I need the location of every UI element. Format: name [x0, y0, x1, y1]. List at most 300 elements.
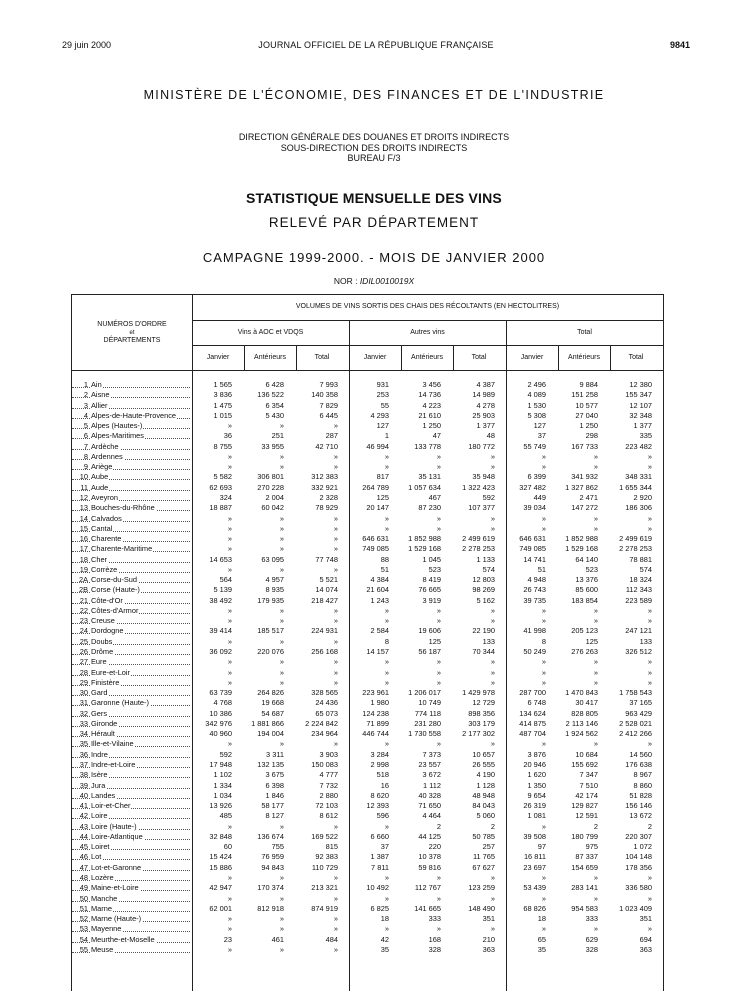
dept-name: Corrèze: [91, 564, 118, 574]
value-cell: 132 135: [257, 759, 284, 769]
value-cell: 14 560: [629, 749, 652, 759]
value-cell: 8 127: [265, 811, 284, 821]
table-row: [72, 503, 663, 513]
value-cell: 42 710: [315, 441, 338, 451]
value-cell: »: [490, 667, 495, 677]
value-cell: 98 269: [472, 585, 495, 595]
value-cell: 87 230: [418, 503, 441, 513]
value-cell: »: [490, 924, 495, 934]
dept-name: Loire-Atlantique: [91, 831, 143, 841]
value-cell: 2 920: [633, 492, 652, 502]
dept-code: 7: [83, 441, 88, 451]
header-journal: JOURNAL OFFICIEL DE LA RÉPUBLIQUE FRANÇAISE: [258, 40, 494, 50]
volume-header: VOLUMES DE VINS SORTIS DES CHAIS DES RÉCOLTANTS (EN HECTOLITRES): [295, 303, 560, 310]
value-cell: »: [593, 667, 598, 677]
value-cell: 3 456: [422, 380, 441, 389]
table-row: [72, 822, 663, 832]
value-cell: »: [279, 677, 284, 687]
value-cell: 306 801: [257, 472, 284, 482]
table-row: [72, 575, 663, 585]
dept-code: 25: [79, 636, 88, 646]
table-row: [72, 647, 663, 657]
dept-code: 2: [83, 390, 88, 400]
value-cell: 2 328: [319, 492, 338, 502]
value-cell: 50 785: [472, 831, 495, 841]
value-cell: 8 860: [633, 780, 652, 790]
dept-name: Garonne (Haute-): [91, 698, 149, 708]
value-cell: 3 836: [213, 390, 232, 400]
value-cell: 20 147: [366, 503, 389, 513]
value-cell: 134 624: [519, 708, 546, 718]
dept-code: 28: [79, 667, 88, 677]
value-cell: 10 749: [418, 698, 441, 708]
dept-name: Jura: [91, 780, 106, 790]
value-cell: 64 140: [575, 554, 598, 564]
value-cell: 26 319: [523, 801, 546, 811]
value-cell: 51 828: [629, 790, 652, 800]
dept-code: 14: [79, 513, 88, 523]
value-cell: 1 334: [213, 780, 232, 790]
value-cell: 485: [219, 811, 232, 821]
value-cell: »: [436, 667, 441, 677]
value-cell: 44 125: [418, 831, 441, 841]
value-cell: 180 772: [468, 441, 495, 451]
value-cell: »: [279, 944, 284, 954]
value-cell: 36 092: [209, 647, 232, 657]
value-cell: 16: [380, 780, 389, 790]
value-cell: »: [647, 893, 652, 903]
left-header-line: DÉPARTEMENTS: [103, 336, 161, 344]
value-cell: 104 148: [625, 852, 652, 862]
value-cell: 112 343: [625, 585, 652, 595]
value-cell: 1 250: [422, 421, 441, 431]
table-row: [72, 544, 663, 554]
value-cell: »: [279, 544, 284, 554]
value-cell: 3 876: [527, 749, 546, 759]
table-row: [72, 442, 663, 452]
value-cell: 127: [533, 421, 546, 431]
value-cell: »: [384, 872, 389, 882]
dept-code: 23: [79, 616, 88, 626]
value-cell: 328 565: [311, 688, 338, 698]
value-cell: 326 512: [625, 647, 652, 657]
group-header-total: Total: [577, 329, 592, 336]
value-cell: »: [227, 421, 232, 431]
value-cell: »: [541, 821, 546, 831]
value-cell: 7 732: [319, 780, 338, 790]
row-divider: [72, 370, 663, 371]
table-row: [72, 380, 663, 390]
dept-name: Hérault: [91, 729, 115, 739]
value-cell: 2: [593, 821, 598, 831]
value-cell: 107 377: [468, 503, 495, 513]
value-cell: 129 827: [571, 801, 598, 811]
value-cell: 1 924 562: [565, 729, 598, 739]
dept-name: Marne: [91, 903, 112, 913]
value-cell: 2: [436, 821, 441, 831]
value-cell: 8: [541, 636, 546, 646]
value-cell: 4 384: [370, 575, 389, 585]
value-cell: 646 631: [519, 534, 546, 544]
table-row: [72, 668, 663, 678]
value-cell: 898 356: [468, 708, 495, 718]
value-cell: 256 168: [311, 647, 338, 657]
value-cell: »: [227, 872, 232, 882]
value-cell: »: [227, 462, 232, 472]
value-cell: 63 739: [209, 688, 232, 698]
value-cell: »: [279, 924, 284, 934]
table-row: [72, 585, 663, 595]
dept-code: 19: [79, 564, 88, 574]
value-cell: »: [490, 513, 495, 523]
value-cell: 147 272: [571, 503, 598, 513]
value-cell: 42 947: [209, 883, 232, 893]
value-cell: »: [647, 523, 652, 533]
dept-code: 35: [79, 739, 88, 749]
value-cell: »: [227, 924, 232, 934]
value-cell: »: [541, 657, 546, 667]
dept-code: 53: [79, 924, 88, 934]
value-cell: »: [227, 821, 232, 831]
table-row: [72, 709, 663, 719]
value-cell: 328: [428, 944, 441, 954]
dept-name: Lozère: [91, 872, 114, 882]
value-cell: »: [541, 893, 546, 903]
value-cell: »: [541, 523, 546, 533]
value-cell: 348 331: [625, 472, 652, 482]
value-cell: »: [279, 739, 284, 749]
value-cell: 2 278 253: [619, 544, 652, 554]
value-cell: »: [333, 523, 338, 533]
dept-code: 16: [79, 534, 88, 544]
value-cell: 23 697: [523, 862, 546, 872]
campaign-line: CAMPAGNE 1999-2000. - MOIS DE JANVIER 2000: [202, 250, 546, 265]
dept-code: 44: [79, 831, 88, 841]
value-cell: 1 387: [370, 852, 389, 862]
row-divider: [192, 320, 663, 321]
value-cell: 10 492: [366, 883, 389, 893]
value-cell: »: [647, 924, 652, 934]
value-cell: »: [541, 616, 546, 626]
value-cell: 4 957: [265, 575, 284, 585]
value-cell: »: [227, 544, 232, 554]
value-cell: 4 278: [476, 400, 495, 410]
value-cell: 1 620: [527, 770, 546, 780]
value-cell: 264 826: [257, 688, 284, 698]
value-cell: »: [384, 893, 389, 903]
value-cell: 3 311: [266, 749, 284, 759]
value-cell: 264 789: [362, 482, 389, 492]
value-cell: 125: [585, 636, 598, 646]
value-cell: 4 190: [476, 770, 495, 780]
value-cell: 18: [380, 914, 389, 924]
value-cell: »: [333, 605, 338, 615]
value-cell: 7 347: [579, 770, 598, 780]
value-cell: »: [279, 564, 284, 574]
value-cell: 10 684: [575, 749, 598, 759]
value-cell: 10 657: [472, 749, 495, 759]
table-row: [72, 534, 663, 544]
value-cell: 85 600: [575, 585, 598, 595]
value-cell: 774 118: [414, 708, 441, 718]
value-cell: 19 606: [418, 626, 441, 636]
value-cell: 13 926: [209, 801, 232, 811]
value-cell: 151 258: [571, 390, 598, 400]
sub-header: Antérieurs: [568, 354, 600, 361]
dept-name: Allier: [91, 400, 108, 410]
dept-code: 49: [79, 883, 88, 893]
value-cell: 21 604: [366, 585, 389, 595]
value-cell: »: [490, 605, 495, 615]
value-cell: 14 989: [472, 390, 495, 400]
table-row: [72, 832, 663, 842]
value-cell: »: [333, 667, 338, 677]
value-cell: 12 803: [472, 575, 495, 585]
value-cell: »: [227, 564, 232, 574]
value-cell: »: [593, 462, 598, 472]
value-cell: 5 430: [265, 410, 284, 420]
value-cell: 47: [432, 431, 441, 441]
value-cell: 1 133: [476, 554, 495, 564]
value-cell: 6 748: [527, 698, 546, 708]
value-cell: 1 015: [213, 410, 232, 420]
value-cell: 35: [380, 944, 389, 954]
value-cell: 592: [482, 492, 495, 502]
value-cell: 234 964: [311, 729, 338, 739]
value-cell: 9 884: [579, 380, 598, 389]
value-cell: 414 875: [519, 718, 546, 728]
dept-name: Côte-d'Or: [91, 595, 123, 605]
value-cell: 467: [428, 492, 441, 502]
value-cell: 8 967: [633, 770, 652, 780]
value-cell: »: [490, 462, 495, 472]
value-cell: »: [227, 657, 232, 667]
value-cell: »: [384, 667, 389, 677]
wine-statistics-table: [71, 294, 664, 991]
dept-name: Meuse: [91, 944, 114, 954]
value-cell: 84 043: [472, 801, 495, 811]
dept-code: 3: [83, 400, 88, 410]
value-cell: »: [333, 657, 338, 667]
dept-code: 48: [79, 872, 88, 882]
value-cell: »: [333, 462, 338, 472]
value-cell: 25 903: [472, 410, 495, 420]
value-cell: 1 128: [476, 780, 495, 790]
value-cell: 7 373: [422, 749, 441, 759]
value-cell: 223 589: [625, 595, 652, 605]
table-row: [72, 791, 663, 801]
value-cell: 54 687: [261, 708, 284, 718]
value-cell: »: [227, 523, 232, 533]
value-cell: »: [333, 872, 338, 882]
value-cell: »: [436, 924, 441, 934]
value-cell: 21 610: [418, 410, 441, 420]
value-cell: 63 095: [261, 554, 284, 564]
value-cell: 9 654: [527, 790, 546, 800]
value-cell: »: [384, 677, 389, 687]
value-cell: 125: [428, 636, 441, 646]
value-cell: 287 700: [519, 688, 546, 698]
value-cell: 2 004: [265, 492, 284, 502]
value-cell: 37: [537, 431, 546, 441]
dept-code: 47: [79, 862, 88, 872]
value-cell: 77 748: [315, 554, 338, 564]
value-cell: 2 584: [370, 626, 389, 636]
value-cell: »: [647, 657, 652, 667]
value-cell: 22 190: [472, 626, 495, 636]
value-cell: 8 755: [213, 441, 232, 451]
value-cell: 53 439: [523, 883, 546, 893]
dept-name: Indre: [91, 749, 108, 759]
value-cell: »: [436, 657, 441, 667]
table-row: [72, 421, 663, 431]
value-cell: 65: [537, 934, 546, 944]
value-cell: 10 386: [209, 708, 232, 718]
value-cell: 112 767: [414, 883, 441, 893]
value-cell: 975: [585, 842, 598, 852]
value-cell: »: [333, 821, 338, 831]
sub-header: Janvier: [363, 354, 387, 361]
value-cell: »: [647, 462, 652, 472]
dept-name: Ardèche: [91, 441, 119, 451]
value-cell: »: [593, 451, 598, 461]
value-cell: 287: [325, 431, 338, 441]
value-cell: 2 499 619: [619, 534, 652, 544]
table-row: [72, 883, 663, 893]
value-cell: 1 072: [633, 842, 652, 852]
value-cell: »: [436, 739, 441, 749]
value-cell: »: [279, 513, 284, 523]
dept-name: Alpes-Maritimes: [91, 431, 144, 441]
value-cell: 19 668: [261, 698, 284, 708]
value-cell: 1 730 558: [408, 729, 441, 739]
value-cell: »: [333, 513, 338, 523]
value-cell: 140 358: [311, 390, 338, 400]
dept-code: 13: [79, 503, 88, 513]
sub-header: Total: [471, 354, 487, 361]
value-cell: »: [279, 872, 284, 882]
value-cell: »: [436, 893, 441, 903]
value-cell: 18 324: [629, 575, 652, 585]
value-cell: »: [541, 462, 546, 472]
dept-name: Manche: [91, 893, 118, 903]
value-cell: 276 263: [571, 647, 598, 657]
value-cell: 1 881 866: [251, 718, 284, 728]
value-cell: »: [227, 944, 232, 954]
dept-name: Ille-et-Vilaine: [91, 739, 134, 749]
value-cell: »: [490, 523, 495, 533]
value-cell: 40 328: [418, 790, 441, 800]
direction-block: [0, 132, 748, 164]
value-cell: »: [227, 451, 232, 461]
document-title: STATISTIQUE MENSUELLE DES VINS: [246, 190, 502, 206]
value-cell: »: [333, 636, 338, 646]
value-cell: 815: [325, 842, 338, 852]
sub-header: Antérieurs: [254, 354, 286, 361]
sub-header: Janvier: [206, 354, 230, 361]
table-row: [72, 637, 663, 647]
dept-code: 30: [79, 688, 88, 698]
value-cell: 1 655 344: [619, 482, 652, 492]
value-cell: 574: [639, 564, 652, 574]
value-cell: 12 591: [575, 811, 598, 821]
value-cell: 133: [482, 636, 495, 646]
value-cell: »: [541, 739, 546, 749]
value-cell: 59 816: [418, 862, 441, 872]
value-cell: 150 083: [311, 759, 338, 769]
value-cell: 78 881: [629, 554, 652, 564]
value-cell: 156 146: [625, 801, 652, 811]
value-cell: 16 811: [523, 852, 546, 862]
value-cell: »: [593, 924, 598, 934]
dept-name: Isère: [91, 770, 108, 780]
value-cell: »: [333, 914, 338, 924]
value-cell: 40 960: [209, 729, 232, 739]
dept-code: 9: [83, 462, 88, 472]
value-cell: 20 946: [523, 759, 546, 769]
value-cell: »: [279, 421, 284, 431]
table-row: [72, 626, 663, 636]
value-cell: 1 529 168: [408, 544, 441, 554]
value-cell: 332 921: [311, 482, 338, 492]
table-row: [72, 606, 663, 616]
value-cell: 1 852 988: [408, 534, 441, 544]
value-cell: 148 490: [468, 903, 495, 913]
value-cell: 8 612: [319, 811, 338, 821]
value-cell: 194 004: [257, 729, 284, 739]
value-cell: 2: [490, 821, 495, 831]
dept-code: 36: [79, 749, 88, 759]
value-cell: 50 249: [523, 647, 546, 657]
value-cell: »: [333, 544, 338, 554]
value-cell: 270 228: [257, 482, 284, 492]
table-row: [72, 739, 663, 749]
dept-code: 11: [80, 482, 88, 492]
value-cell: 2: [647, 821, 652, 831]
value-cell: 76 665: [418, 585, 441, 595]
dept-code: 1: [83, 380, 88, 389]
dept-name: Marne (Haute-): [91, 914, 142, 924]
value-cell: 185 517: [257, 626, 284, 636]
value-cell: »: [279, 821, 284, 831]
value-cell: 88: [380, 554, 389, 564]
value-cell: 124 238: [362, 708, 389, 718]
value-cell: »: [384, 657, 389, 667]
value-cell: 1 846: [265, 790, 284, 800]
value-cell: »: [333, 451, 338, 461]
table-row: [72, 514, 663, 524]
ministry-title: MINISTÈRE DE L'ÉCONOMIE, DES FINANCES ET DE L'INDUSTRIE: [143, 88, 605, 102]
value-cell: 342 976: [205, 718, 232, 728]
value-cell: 14 157: [366, 647, 389, 657]
value-cell: 596: [376, 811, 389, 821]
value-cell: 646 631: [362, 534, 389, 544]
dept-code: 52: [79, 914, 88, 924]
value-cell: 312 383: [311, 472, 338, 482]
value-cell: 39 508: [523, 831, 546, 841]
value-cell: 694: [639, 934, 652, 944]
value-cell: 4 089: [527, 390, 546, 400]
value-cell: »: [593, 605, 598, 615]
dept-name: Doubs: [91, 636, 113, 646]
table-row: [72, 894, 663, 904]
value-cell: 1 530: [527, 400, 546, 410]
value-cell: »: [384, 739, 389, 749]
value-cell: 303 179: [468, 718, 495, 728]
value-cell: 26 743: [523, 585, 546, 595]
group-header-aoc: Vins à AOC et VDQS: [237, 329, 304, 336]
table-row: [72, 524, 663, 534]
